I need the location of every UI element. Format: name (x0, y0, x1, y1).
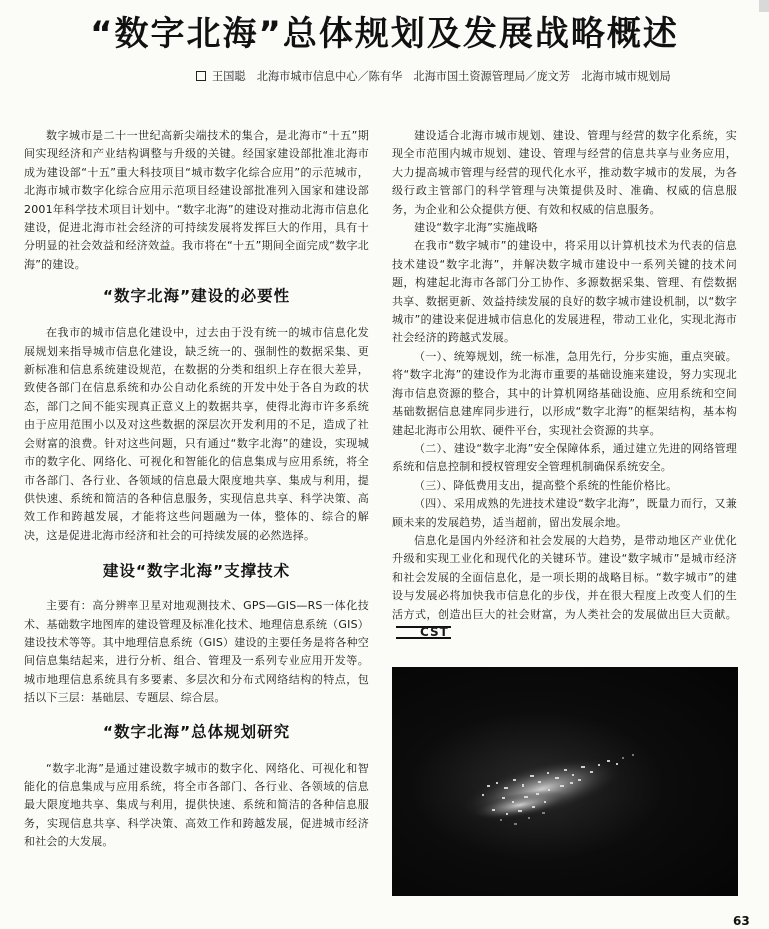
subheading: 建设“数字北海”实施战略 (414, 221, 538, 235)
paragraph: （二）、建设“数字北海”安全保障体系，通过建立先进的网络管理系统和信息控制和授权管理安全管理机制确保系统安全。 (392, 441, 737, 474)
paragraph: 在我市“数字城市”的建设中，将采用以计算机技术为代表的信息技术建设“数字北海”，并解决数字城市建设中一系列关键的技术问题，构建起北海市各部门分工协作、多源数据采集、管理、有偿数据共享、数据更新、效益持续发展的良好的数字城市建设机制，以“数字城市”的建设来促进城市信息化的发展进程，带动工业化，实现北海市社会经济的跨越式发展。 (392, 239, 737, 345)
author-box-icon (196, 71, 206, 81)
left-column (24, 127, 369, 852)
section-heading: “数字北海”总体规划研究 (102, 722, 291, 741)
paragraph: （四）、采用成熟的先进技术建设“数字北海”，既量力而行，又兼顾未来的发展趋势，适当超前，留出发展余地。 (392, 497, 737, 529)
paragraph: 数字城市是二十一世纪高新尖端技术的集合，是北海市“十五”期间实现经济和产业结构调整与升级的关键。经国家建设部批准北海市成为建设部“十五”重大科技项目“城市数字化综合应用”的示范城市，北海市城市数字化综合应用示范项目经建设部批准列入国家和建设部2001年科学技术项目计划中。“数字北海”的建设对推动北海市信息化建设，促进北海市社会经济的可持续发展将发挥巨大的作用，具有十分明显的社会效益和经济效益。我市将在“十五”期间全面完成“数字北海”的建设。 (24, 129, 369, 271)
page-number: 63 (733, 914, 750, 928)
paragraph: 建设适合北海市城市规划、建设、管理与经营的数字化系统，实现全市范围内城市规划、建设、管理与经营的信息共享与业务应用，大力提高城市管理与经营的现代化水平，推动数字城市的发展，为各级行政主管部门的科学管理与决策提供及时、准确、权威的信息服务，为企业和公众提供方便、有效和权威的信息服务。 (392, 129, 737, 216)
right-column (392, 127, 737, 642)
section-heading: 建设“数字北海”支撑技术 (102, 562, 291, 581)
authors-text: 王国聪 北海市城市信息中心／陈有华 北海市国土资源管理局／庞文芳 北海市城市规划局 (212, 70, 671, 83)
paragraph: （一）、统筹规划，统一标准，急用先行，分步实施，重点突破。将“数字北海”的建设作为北海市重要的基础设施来建设，努力实现北海市信息资源的整合，其中的计算机网络基础设施、应用系统和空间基础数据信息建库同步进行，以形成“数字北海”的框架结构，基本构建起北海市公用软、硬件平台，实现社会资源的共享。 (392, 349, 737, 437)
paragraph (392, 532, 737, 642)
article-title: “数字北海”总体规划及发展战略概述 (90, 14, 679, 54)
author-line (196, 68, 766, 84)
paragraph: 主要有：高分辨率卫星对地观测技术、GPS—GIS—RS一体化技术、基础数字地图库的建设管理及标准化技术、地理信息系统（GIS）建设技术等等。其中地理信息系统（GIS）建设的主要任务是将各种空间信息集结起来，进行分析、组合、管理及一系列专业应用开发等。城市地理信息系统具有多要素、多层次和分布式网络结构的特点，包括以下三层：基础层、专题层、综合层。 (24, 599, 369, 705)
city-lights-image (392, 667, 738, 896)
paragraph: “数字北海”是通过建设数字城市的数字化、网络化、可视化和智能化的信息集成与应用系统，将全市各部门、各行业、各领域的信息最大限度地共享、集成与利用，提供快速、系统和简洁的各种信息服务，实现信息共享、科学决策、高效工作和跨越发展，促进城市经济和社会的大发展。 (24, 761, 369, 849)
cst-logo: CST (396, 626, 451, 639)
paragraph: 在我市的城市信息化建设中，过去由于没有统一的城市信息化发展规划来指导城市信息化建设，缺乏统一的、强制性的数据采集、更新标准和信息系统建设规范，在数据的分类和组织上存在很大差异，致使各部门在信息系统和办公自动化系统的开发中处于各自为政的状态，部门之间不能实现真正意义上的数据共享，使得北海市许多系统由于应用范围小以及对这些数据的深层次开发利用的不足，造成了社会财富的浪费。针对这些问题，只有通过“数字北海”的建设，实现城市的数字化、网络化、可视化和智能化的信息集成与应用系统，将全市各部门、各行业、各领域的信息最大限度地共享、集成与利用，提供快速、系统和简洁的各种信息服务，实现信息共享、科学决策、高效工作和跨越发展，才能将这些问题融为一体，整体的、综合的解决，这是促进北海市经济和社会的可持续发展的必然选择。 (24, 326, 369, 542)
paragraph: （三）、降低费用支出，提高整个系统的性能价格比。 (414, 478, 678, 492)
night-city-photo (392, 667, 738, 896)
paragraph-text: 信息化是国内外经济和社会发展的大趋势，是带动地区产业优化升级和实现工业化和现代化的关键环节。建设“数字城市”是城市经济和社会发展的全面信息化，是一项长期的战略目标。“数字城市”的建设与发展必将加快我市信息化的步伐，并在很大程度上改变人们的生活方式，创造出巨大的社会财富，为人类社会的发展做出巨大贡献。 (392, 533, 737, 621)
section-heading: “数字北海”建设的必要性 (102, 287, 291, 306)
